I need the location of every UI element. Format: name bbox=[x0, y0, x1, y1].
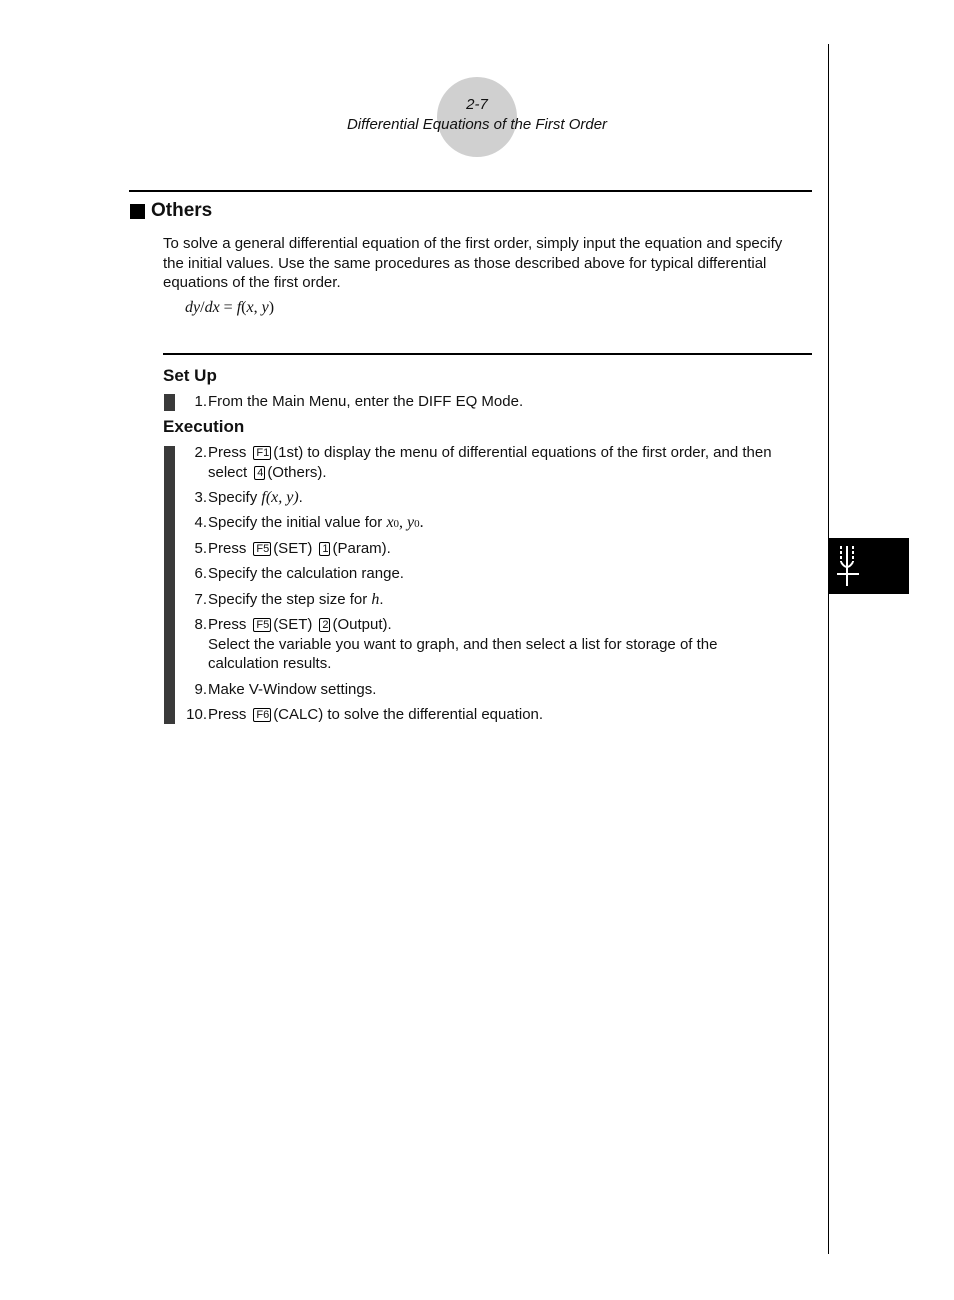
formula-slash: / bbox=[200, 299, 205, 316]
differential-graph-icon bbox=[835, 542, 875, 590]
math-y: y bbox=[407, 514, 415, 531]
step-text-part: (SET) bbox=[273, 540, 313, 557]
step-text-part: Specify the step size for bbox=[208, 591, 372, 608]
formula-dy: dy bbox=[185, 299, 201, 316]
math-subscript: 0 bbox=[393, 518, 400, 530]
4-key: 4 bbox=[254, 466, 265, 480]
step-number: 6. bbox=[194, 565, 207, 582]
step-text: Specify the calculation range. bbox=[208, 565, 404, 582]
step-10 bbox=[180, 705, 544, 725]
step-1 bbox=[180, 392, 524, 412]
math-args: (x, y) bbox=[265, 489, 299, 506]
step-number: 10. bbox=[186, 706, 207, 723]
step-number: 9. bbox=[194, 681, 207, 698]
f1-key: F1 bbox=[253, 446, 271, 460]
step-text-part: (Others). bbox=[267, 463, 327, 481]
step-text-part: calculation results. bbox=[208, 655, 332, 672]
step-text-part: Specify bbox=[208, 489, 262, 506]
setup-bar bbox=[164, 394, 175, 411]
step-text-part: (CALC) to solve the differential equation. bbox=[273, 706, 544, 723]
step-text-part: Specify the initial value for bbox=[208, 514, 387, 531]
1-key: 1 bbox=[319, 542, 330, 556]
f6-key: F6 bbox=[253, 708, 271, 722]
step-text bbox=[208, 705, 808, 725]
formula-comma: , bbox=[253, 299, 262, 316]
formula-open: ( bbox=[241, 299, 247, 316]
step-text: From the Main Menu, enter the DIFF EQ Mode. bbox=[208, 393, 524, 410]
f5-key: F5 bbox=[253, 542, 271, 556]
formula-dx: dx bbox=[204, 299, 220, 316]
step-number: 4. bbox=[194, 514, 207, 531]
formula-f: f bbox=[236, 299, 242, 316]
math-f: f bbox=[261, 489, 266, 506]
step-text bbox=[208, 539, 808, 559]
step-6 bbox=[180, 564, 404, 584]
step-number: 5. bbox=[194, 540, 207, 557]
step-text-part: (Output). bbox=[332, 616, 392, 633]
step-text-part: Press bbox=[208, 540, 247, 557]
step-text-part: Press bbox=[208, 444, 247, 461]
square-bullet-icon bbox=[130, 204, 145, 219]
page-header-title: Differential Equations of the First Order bbox=[346, 116, 608, 133]
step-text-part: . bbox=[298, 489, 303, 506]
step-7 bbox=[180, 590, 384, 610]
chapter-tab bbox=[829, 538, 909, 594]
step-text-part: Select the variable you want to graph, and then select a list for storage of the bbox=[208, 635, 718, 653]
section-heading bbox=[130, 200, 212, 222]
math-x: x bbox=[386, 514, 394, 531]
step-text bbox=[208, 513, 808, 535]
step-text-part: (1st) to display the menu of differential equations of the first order, and then bbox=[273, 444, 772, 461]
step-number: 8. bbox=[194, 616, 207, 633]
setup-heading: Set Up bbox=[163, 366, 217, 385]
intro-paragraph: To solve a general differential equation of the first order, simply input the equation and specify the initial values. Use the same procedures as those described above for typical differential equations of the first order. bbox=[163, 235, 783, 291]
step-text-part: (Param). bbox=[332, 540, 391, 557]
step-2 bbox=[180, 443, 772, 481]
step-text-part: . bbox=[419, 514, 424, 531]
math-h: h bbox=[371, 591, 380, 608]
section-rule bbox=[129, 190, 812, 192]
margin-rule bbox=[828, 44, 829, 1254]
step-number: 1. bbox=[194, 393, 207, 410]
procedure-rule bbox=[163, 353, 812, 355]
2-key: 2 bbox=[319, 618, 330, 632]
step-text bbox=[208, 488, 808, 508]
step-text-part: (SET) bbox=[273, 616, 313, 633]
step-9 bbox=[180, 680, 377, 700]
step-text-part: . bbox=[379, 591, 384, 608]
step-text-part: Press bbox=[208, 706, 247, 723]
step-8 bbox=[180, 615, 718, 672]
formula bbox=[185, 299, 274, 317]
step-number: 2. bbox=[194, 444, 207, 461]
step-3 bbox=[180, 488, 303, 508]
execution-bar bbox=[164, 446, 175, 724]
math-subscript: 0 bbox=[414, 518, 420, 530]
step-5 bbox=[180, 539, 391, 559]
step-number: 3. bbox=[194, 489, 207, 506]
f5-key: F5 bbox=[253, 618, 271, 632]
step-text-part: Press bbox=[208, 616, 247, 633]
formula-x: x bbox=[246, 299, 254, 316]
formula-y: y bbox=[261, 299, 269, 316]
step-number: 7. bbox=[194, 591, 207, 608]
step-text bbox=[208, 443, 808, 482]
step-text: Make V-Window settings. bbox=[208, 681, 377, 698]
step-text bbox=[208, 615, 808, 674]
step-text bbox=[208, 590, 808, 610]
step-4 bbox=[180, 513, 424, 533]
math-sep: , bbox=[399, 514, 408, 531]
formula-close: ) bbox=[268, 299, 275, 316]
execution-heading: Execution bbox=[163, 417, 245, 436]
step-text-part: select bbox=[208, 463, 248, 481]
section-heading-text: Others bbox=[151, 200, 213, 221]
formula-eq: = bbox=[219, 299, 237, 316]
page-number: 2-7 bbox=[466, 96, 488, 113]
